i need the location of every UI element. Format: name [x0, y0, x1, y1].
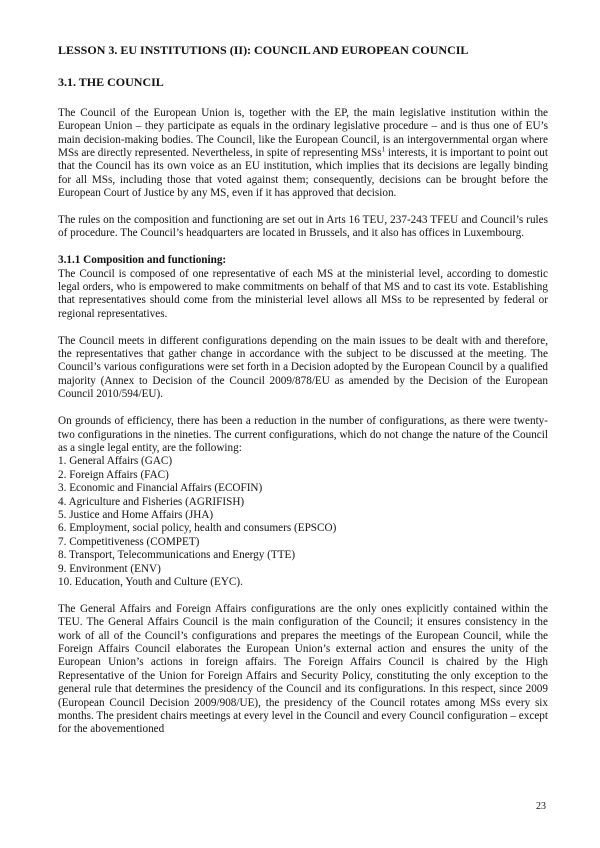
gac-fac-paragraph: The General Affairs and Foreign Affairs configurations are the only ones explicitly contained within the TEU. The General Affairs Council is the main configuration of the Council; it ensures consistency in the work of all of the Council’s configurations and prepares the meetings of the European Council, while the Foreign Affairs Council elaborates the European Union’s external action and ensures the unity of the European Union’s actions in foreign affairs. The Foreign Affairs Council is chaired by the High Representative of the Union for Foreign Affairs and Security Policy, constituting the only exception to the general rule that determines the presidency of the Council and its configurations. In this respect, since 2009 (European Council Decision 2009/908/UE), the presidency of the Council rotates among MSs every six months. The president chairs meetings at every level in the Council and every Council configuration – except for the abovementioned	[58, 602, 548, 736]
list-item: 4. Agriculture and Fisheries (AGRIFISH)	[58, 495, 245, 508]
configurations-paragraph: The Council meets in different configurations depending on the main issues to be dealt with and therefore, the representatives that gather change in accordance with the subject to be discussed at the meeting. The Council’s various configurations were set forth in a Decision adopted by the European Council by a qualified majority (Annex to Decision of the Council 2009/878/EU as amended by the Decision of the European Council 2010/594/EU).	[58, 334, 548, 401]
intro-paragraph	[58, 107, 548, 201]
list-item: 6. Employment, social policy, health and consumers (EPSCO)	[58, 522, 337, 535]
footnote-marker[interactable]: 1	[381, 145, 386, 154]
list-item: 8. Transport, Telecommunications and Energy (TTE)	[58, 549, 296, 562]
list-item: 3. Economic and Financial Affairs (ECOFIN)	[58, 482, 263, 495]
list-item: 9. Environment (ENV)	[58, 562, 161, 575]
list-item: 10. Education, Youth and Culture (EYC).	[58, 575, 243, 588]
lesson-title: LESSON 3. EU INSTITUTIONS (II): COUNCIL AND EUROPEAN COUNCIL	[58, 43, 469, 57]
list-item: 7. Competitiveness (COMPET)	[58, 535, 200, 548]
configurations-list	[58, 455, 548, 589]
rules-paragraph: The rules on the composition and functioning are set out in Arts 16 TEU, 237-243 TFEU and Council’s rules of procedure. The Council’s headquarters are located in Brussels, and it also has offices in Luxembourg.	[58, 214, 548, 240]
page-number: 23	[536, 801, 546, 812]
reduction-paragraph: On grounds of efficiency, there has been a reduction in the number of configurations, as there were twenty-two configurations in the nineties. The current configurations, which do not change the nature of the Council as a single legal entity, are the following:	[58, 415, 548, 454]
composition-paragraph: The Council is composed of one representative of each MS at the ministerial level, according to domestic legal orders, who is empowered to make commitments on behalf of that MS and to cast its vote. Establishing that representatives should come from the ministerial level allows all MSs to be represented by federal or regional representatives.	[58, 267, 548, 320]
subsection-title: 3.1.1 Composition and functioning:	[58, 254, 227, 267]
section-title: 3.1. THE COUNCIL	[58, 75, 164, 90]
intro-text-part2: interests, it is important to point out that the Council has its own voice as an EU institution, which implies that its decisions are legally binding for all MSs, including those that voted against them; consequently, decisions can be brought before the European Court of Justice by any MS, even if it has approved that decision.	[58, 147, 548, 200]
intro-text-part1: The Council of the European Union is, together with the EP, the main legislative institution within the European Union – they participate as equals in the ordinary legislative procedure – and is thus one of EU’s main decision-making bodies. The Council, like the European Council, is an intergovernmental organ where MSs are directly represented. Nevertheless, in spite of representing MSs	[58, 106, 548, 160]
list-item: 5. Justice and Home Affairs (JHA)	[58, 508, 214, 521]
list-item: 2. Foreign Affairs (FAC)	[58, 468, 169, 481]
list-item: 1. General Affairs (GAC)	[58, 455, 173, 468]
